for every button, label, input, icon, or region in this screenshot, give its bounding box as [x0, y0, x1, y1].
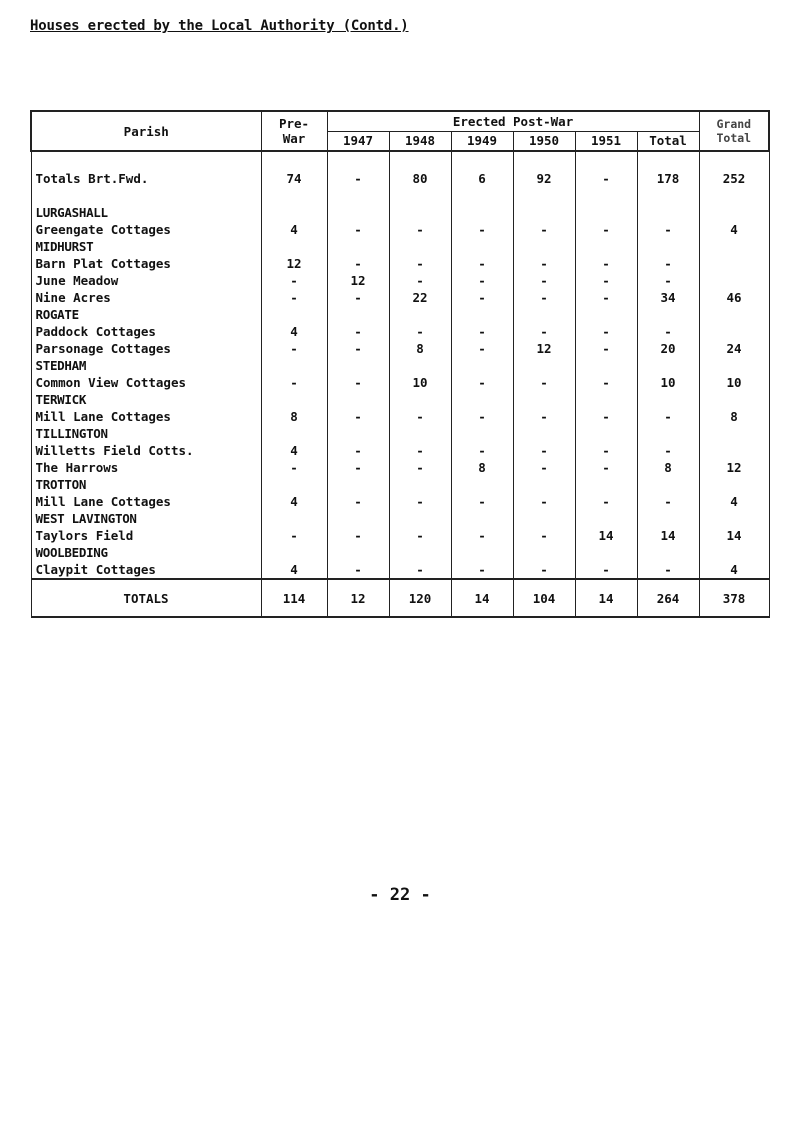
- empty-cell: [389, 510, 451, 527]
- empty-cell: [261, 425, 327, 442]
- table-cell: -: [261, 340, 327, 357]
- table-cell: -: [513, 323, 575, 340]
- table-cell: -: [575, 561, 637, 579]
- table-cell: -: [327, 289, 389, 306]
- table-cell: -: [389, 527, 451, 544]
- scheme-label: Mill Lane Cottages: [31, 493, 261, 510]
- empty-cell: [513, 306, 575, 323]
- brought-forward-label: Totals Brt.Fwd.: [31, 151, 261, 204]
- scheme-label: Taylors Field: [31, 527, 261, 544]
- table-cell: -: [451, 374, 513, 391]
- table-cell: -: [637, 561, 699, 579]
- empty-cell: [327, 357, 389, 374]
- table-cell: -: [575, 493, 637, 510]
- table-cell: 80: [389, 151, 451, 204]
- table-cell: -: [389, 493, 451, 510]
- empty-cell: [637, 204, 699, 221]
- empty-cell: [699, 544, 769, 561]
- empty-cell: [513, 510, 575, 527]
- table-row: [31, 289, 769, 306]
- table-cell: -: [575, 442, 637, 459]
- empty-cell: [637, 238, 699, 255]
- empty-cell: [637, 391, 699, 408]
- table-cell: 378: [699, 579, 769, 617]
- empty-cell: [699, 391, 769, 408]
- table-cell: 74: [261, 151, 327, 204]
- empty-cell: [261, 510, 327, 527]
- empty-cell: [389, 357, 451, 374]
- empty-cell: [575, 510, 637, 527]
- district-row: [31, 425, 769, 442]
- table-cell: -: [261, 289, 327, 306]
- table-cell: -: [261, 374, 327, 391]
- table-cell: -: [327, 527, 389, 544]
- table-cell: -: [327, 561, 389, 579]
- empty-cell: [699, 510, 769, 527]
- table-row: [31, 561, 769, 579]
- table-body: [31, 151, 769, 579]
- scheme-label: The Harrows: [31, 459, 261, 476]
- empty-cell: [637, 425, 699, 442]
- table-cell: 22: [389, 289, 451, 306]
- empty-cell: [451, 204, 513, 221]
- totals-row: [31, 579, 769, 617]
- table-cell: -: [513, 374, 575, 391]
- table-cell: 10: [637, 374, 699, 391]
- district-label: ROGATE: [31, 306, 261, 323]
- table-cell: 34: [637, 289, 699, 306]
- empty-cell: [637, 544, 699, 561]
- table-cell: 4: [261, 442, 327, 459]
- table-cell: -: [261, 272, 327, 289]
- empty-cell: [261, 391, 327, 408]
- table-cell: -: [327, 221, 389, 238]
- empty-cell: [389, 306, 451, 323]
- parish-header: Parish: [31, 111, 261, 151]
- empty-cell: [699, 238, 769, 255]
- table-row: [31, 255, 769, 272]
- table-cell: -: [513, 493, 575, 510]
- table-cell: 12: [327, 579, 389, 617]
- table-cell: 178: [637, 151, 699, 204]
- empty-cell: [513, 476, 575, 493]
- page-number: - 22 -: [369, 885, 431, 905]
- table-cell: 114: [261, 579, 327, 617]
- empty-cell: [327, 306, 389, 323]
- district-label: TROTTON: [31, 476, 261, 493]
- table-cell: -: [637, 272, 699, 289]
- table-cell: 14: [451, 579, 513, 617]
- table-cell: 120: [389, 579, 451, 617]
- table-cell: -: [575, 221, 637, 238]
- table-cell: 12: [699, 459, 769, 476]
- empty-cell: [575, 425, 637, 442]
- empty-cell: [327, 391, 389, 408]
- table-row: [31, 221, 769, 238]
- table-cell: -: [575, 289, 637, 306]
- empty-cell: [261, 306, 327, 323]
- table-cell: -: [451, 561, 513, 579]
- empty-cell: [261, 544, 327, 561]
- table-cell: 14: [575, 527, 637, 544]
- table-cell: 8: [261, 408, 327, 425]
- table-cell: 4: [261, 493, 327, 510]
- district-label: MIDHURST: [31, 238, 261, 255]
- table-cell: -: [575, 340, 637, 357]
- scheme-label: Parsonage Cottages: [31, 340, 261, 357]
- table-row: [31, 527, 769, 544]
- empty-cell: [389, 425, 451, 442]
- table-cell: -: [327, 493, 389, 510]
- grand-total-header: Grand Total: [699, 111, 769, 151]
- table-cell: -: [327, 408, 389, 425]
- table-cell: -: [575, 323, 637, 340]
- empty-cell: [389, 391, 451, 408]
- scheme-label: Greengate Cottages: [31, 221, 261, 238]
- scheme-label: Willetts Field Cotts.: [31, 442, 261, 459]
- empty-cell: [389, 544, 451, 561]
- table-cell: [699, 442, 769, 459]
- empty-cell: [261, 238, 327, 255]
- brought-forward-row: [31, 151, 769, 204]
- table-cell: -: [575, 459, 637, 476]
- table-cell: -: [451, 272, 513, 289]
- empty-cell: [451, 357, 513, 374]
- district-label: LURGASHALL: [31, 204, 261, 221]
- table-row: [31, 408, 769, 425]
- empty-cell: [513, 391, 575, 408]
- empty-cell: [513, 425, 575, 442]
- year-header-1949: 1949: [451, 131, 513, 151]
- table-cell: 20: [637, 340, 699, 357]
- table-cell: 264: [637, 579, 699, 617]
- table-cell: -: [261, 459, 327, 476]
- scheme-label: June Meadow: [31, 272, 261, 289]
- empty-cell: [327, 544, 389, 561]
- table-cell: 12: [513, 340, 575, 357]
- table-cell: -: [327, 151, 389, 204]
- table-row: [31, 323, 769, 340]
- empty-cell: [389, 238, 451, 255]
- table-cell: 8: [637, 459, 699, 476]
- table-cell: 8: [389, 340, 451, 357]
- table-cell: -: [637, 255, 699, 272]
- table-cell: 46: [699, 289, 769, 306]
- pre-war-header: Pre- War: [261, 111, 327, 151]
- table-cell: -: [637, 323, 699, 340]
- table-cell: -: [513, 255, 575, 272]
- table-cell: 10: [699, 374, 769, 391]
- table-cell: -: [389, 272, 451, 289]
- empty-cell: [575, 476, 637, 493]
- empty-cell: [699, 476, 769, 493]
- table-cell: -: [513, 527, 575, 544]
- table-row: [31, 442, 769, 459]
- district-row: [31, 357, 769, 374]
- empty-cell: [451, 544, 513, 561]
- district-row: [31, 476, 769, 493]
- total-header: Total: [637, 131, 699, 151]
- table-cell: -: [451, 221, 513, 238]
- table-cell: -: [575, 408, 637, 425]
- table-cell: -: [327, 255, 389, 272]
- table-cell: 4: [261, 221, 327, 238]
- table-cell: 12: [261, 255, 327, 272]
- table-cell: 252: [699, 151, 769, 204]
- scheme-label: Nine Acres: [31, 289, 261, 306]
- empty-cell: [637, 357, 699, 374]
- table-cell: -: [513, 459, 575, 476]
- table-cell: -: [389, 408, 451, 425]
- table-cell: -: [327, 340, 389, 357]
- table-cell: -: [327, 442, 389, 459]
- table-cell: -: [451, 255, 513, 272]
- scheme-label: Barn Plat Cottages: [31, 255, 261, 272]
- table-cell: -: [637, 493, 699, 510]
- table-row: [31, 272, 769, 289]
- empty-cell: [451, 476, 513, 493]
- table-cell: -: [327, 374, 389, 391]
- table-cell: -: [513, 561, 575, 579]
- table-cell: 14: [575, 579, 637, 617]
- table-cell: -: [451, 493, 513, 510]
- table-cell: -: [513, 408, 575, 425]
- year-header-1947: 1947: [327, 131, 389, 151]
- table-cell: [699, 272, 769, 289]
- empty-cell: [261, 476, 327, 493]
- table-cell: 8: [451, 459, 513, 476]
- table-cell: 104: [513, 579, 575, 617]
- table-cell: -: [389, 323, 451, 340]
- table-row: [31, 374, 769, 391]
- district-row: [31, 544, 769, 561]
- table-cell: 8: [699, 408, 769, 425]
- empty-cell: [575, 544, 637, 561]
- empty-cell: [513, 238, 575, 255]
- table-cell: 4: [699, 221, 769, 238]
- district-label: WOOLBEDING: [31, 544, 261, 561]
- empty-cell: [699, 425, 769, 442]
- page-title: Houses erected by the Local Authority (Contd.): [30, 18, 409, 34]
- district-label: WEST LAVINGTON: [31, 510, 261, 527]
- scheme-label: Claypit Cottages: [31, 561, 261, 579]
- table-cell: 4: [699, 561, 769, 579]
- empty-cell: [699, 306, 769, 323]
- empty-cell: [513, 544, 575, 561]
- table-cell: -: [575, 151, 637, 204]
- houses-erected-table: [30, 110, 770, 618]
- table-cell: -: [451, 323, 513, 340]
- empty-cell: [451, 238, 513, 255]
- year-header-1950: 1950: [513, 131, 575, 151]
- district-row: [31, 391, 769, 408]
- table-cell: -: [575, 255, 637, 272]
- table-cell: -: [389, 255, 451, 272]
- district-row: [31, 510, 769, 527]
- empty-cell: [513, 204, 575, 221]
- empty-cell: [451, 391, 513, 408]
- empty-cell: [575, 238, 637, 255]
- table-cell: 14: [637, 527, 699, 544]
- empty-cell: [637, 306, 699, 323]
- district-label: TILLINGTON: [31, 425, 261, 442]
- empty-cell: [575, 204, 637, 221]
- empty-cell: [389, 476, 451, 493]
- table-cell: -: [513, 272, 575, 289]
- empty-cell: [261, 357, 327, 374]
- table-cell: -: [513, 442, 575, 459]
- erected-post-war-header: Erected Post-War: [327, 111, 699, 131]
- table-row: [31, 340, 769, 357]
- table-cell: -: [575, 272, 637, 289]
- table-cell: -: [389, 221, 451, 238]
- empty-cell: [261, 204, 327, 221]
- table-cell: -: [637, 221, 699, 238]
- table-cell: -: [389, 561, 451, 579]
- scheme-label: Mill Lane Cottages: [31, 408, 261, 425]
- empty-cell: [327, 510, 389, 527]
- empty-cell: [699, 204, 769, 221]
- table-cell: -: [637, 442, 699, 459]
- year-header-1951: 1951: [575, 131, 637, 151]
- empty-cell: [389, 204, 451, 221]
- table-cell: 10: [389, 374, 451, 391]
- table-cell: -: [389, 459, 451, 476]
- table-cell: -: [637, 408, 699, 425]
- empty-cell: [575, 391, 637, 408]
- empty-cell: [575, 306, 637, 323]
- empty-cell: [327, 425, 389, 442]
- table-cell: -: [513, 289, 575, 306]
- empty-cell: [327, 476, 389, 493]
- district-label: TERWICK: [31, 391, 261, 408]
- table-cell: [699, 323, 769, 340]
- empty-cell: [575, 357, 637, 374]
- table-cell: -: [261, 527, 327, 544]
- empty-cell: [637, 476, 699, 493]
- table-cell: 24: [699, 340, 769, 357]
- empty-cell: [451, 510, 513, 527]
- table-cell: 4: [261, 561, 327, 579]
- table-cell: -: [327, 323, 389, 340]
- table-cell: -: [451, 340, 513, 357]
- table-cell: 4: [699, 493, 769, 510]
- table-cell: 92: [513, 151, 575, 204]
- scheme-label: Common View Cottages: [31, 374, 261, 391]
- district-row: [31, 306, 769, 323]
- empty-cell: [637, 510, 699, 527]
- empty-cell: [327, 204, 389, 221]
- district-label: STEDHAM: [31, 357, 261, 374]
- table-cell: -: [451, 527, 513, 544]
- empty-cell: [699, 357, 769, 374]
- empty-cell: [451, 306, 513, 323]
- table-cell: 6: [451, 151, 513, 204]
- table-row: [31, 493, 769, 510]
- scheme-label: Paddock Cottages: [31, 323, 261, 340]
- table-cell: -: [327, 459, 389, 476]
- table-cell: -: [575, 374, 637, 391]
- table-cell: -: [451, 442, 513, 459]
- table-cell: 14: [699, 527, 769, 544]
- table-row: [31, 459, 769, 476]
- empty-cell: [327, 238, 389, 255]
- table-cell: [699, 255, 769, 272]
- table-cell: -: [451, 408, 513, 425]
- table-cell: -: [451, 289, 513, 306]
- district-row: [31, 238, 769, 255]
- totals-label: TOTALS: [31, 579, 261, 617]
- table-cell: 12: [327, 272, 389, 289]
- table-cell: 4: [261, 323, 327, 340]
- year-header-1948: 1948: [389, 131, 451, 151]
- district-row: [31, 204, 769, 221]
- table-cell: -: [513, 221, 575, 238]
- empty-cell: [513, 357, 575, 374]
- empty-cell: [451, 425, 513, 442]
- table-cell: -: [389, 442, 451, 459]
